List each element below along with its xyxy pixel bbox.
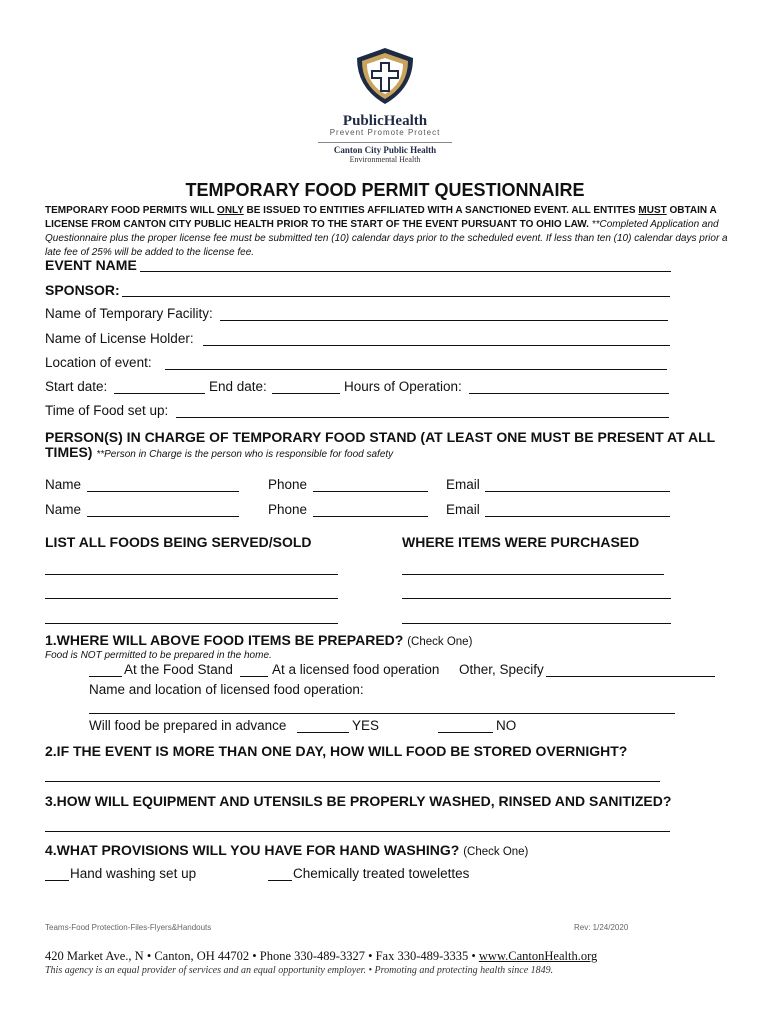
purchased-column-heading: WHERE ITEMS WERE PURCHASED	[402, 534, 640, 550]
advance-label: Will food be prepared in advance	[89, 718, 287, 733]
purchase-line-1[interactable]	[402, 574, 664, 575]
person2-name-field[interactable]	[87, 516, 239, 517]
person1-email-field[interactable]	[485, 491, 670, 492]
food-line-2[interactable]	[45, 598, 338, 599]
name-location-field[interactable]	[89, 713, 675, 714]
person1-name-field[interactable]	[87, 491, 239, 492]
footer-path: Teams-Food Protection-Files-Flyers&Handouts	[45, 923, 212, 932]
event-name-field[interactable]	[140, 271, 671, 272]
towelettes-label: Chemically treated towelettes	[293, 866, 470, 881]
q1-title: 1.WHERE WILL ABOVE FOOD ITEMS BE PREPARED? (Check One)	[45, 632, 473, 648]
licensed-operation-label: At a licensed food operation	[272, 662, 440, 677]
footer-tagline: This agency is an equal provider of services and an equal opportunity employer. • Promoting and protecting health since 1849.	[45, 965, 554, 976]
hand-washing-label: Hand washing set up	[70, 866, 197, 881]
q3-title: 3.HOW WILL EQUIPMENT AND UTENSILS BE PROPERLY WASHED, RINSED AND SANITIZED?	[45, 793, 672, 809]
food-line-1[interactable]	[45, 574, 338, 575]
hand-washing-checkbox[interactable]	[45, 880, 69, 881]
hours-label: Hours of Operation:	[344, 379, 462, 394]
start-date-field[interactable]	[114, 393, 205, 394]
purchase-line-3[interactable]	[402, 623, 671, 624]
page-title: TEMPORARY FOOD PERMIT QUESTIONNAIRE	[185, 180, 585, 200]
setup-time-label: Time of Food set up:	[45, 403, 169, 418]
public-health-shield-logo	[353, 46, 417, 106]
food-stand-label: At the Food Stand	[124, 662, 233, 677]
end-date-field[interactable]	[272, 393, 340, 394]
logo-org: Canton City Public Health	[333, 145, 437, 155]
person1-name-label: Name	[45, 477, 82, 492]
setup-time-field[interactable]	[176, 417, 669, 418]
q3-answer-field[interactable]	[45, 831, 670, 832]
location-label: Location of event:	[45, 355, 152, 370]
q4-title: 4.WHAT PROVISIONS WILL YOU HAVE FOR HAND WASHING? (Check One)	[45, 842, 529, 858]
footer-address: 420 Market Ave., N • Canton, OH 44702 • Phone 330-489-3327 • Fax 330-489-3335 • www.CantonHealth.org	[45, 949, 598, 963]
q1-note: Food is NOT permitted to be prepared in the home.	[45, 650, 272, 661]
person2-email-field[interactable]	[485, 516, 670, 517]
logo-dept: Environmental Health	[349, 155, 421, 164]
advance-no-checkbox[interactable]	[438, 732, 493, 733]
hours-field[interactable]	[469, 393, 669, 394]
licensed-operation-checkbox[interactable]	[240, 676, 268, 677]
person2-email-label: Email	[446, 502, 480, 517]
logo-divider	[318, 142, 452, 143]
person2-phone-field[interactable]	[313, 516, 428, 517]
logo-name: PublicHealth	[342, 113, 428, 129]
foods-column-heading: LIST ALL FOODS BEING SERVED/SOLD	[45, 534, 312, 550]
food-line-3[interactable]	[45, 623, 338, 624]
food-stand-checkbox[interactable]	[89, 676, 122, 677]
other-specify-field[interactable]	[546, 676, 715, 677]
purchase-line-2[interactable]	[402, 598, 671, 599]
advance-yes-checkbox[interactable]	[297, 732, 349, 733]
q2-answer-field[interactable]	[45, 781, 660, 782]
sponsor-field[interactable]	[122, 296, 670, 297]
facility-label: Name of Temporary Facility:	[45, 306, 213, 321]
advance-no-label: NO	[496, 718, 517, 733]
website-link[interactable]: www.CantonHealth.org	[478, 949, 598, 963]
name-location-label: Name and location of licensed food operation:	[89, 682, 364, 697]
person1-email-label: Email	[446, 477, 480, 492]
sponsor-label: SPONSOR:	[45, 282, 120, 298]
event-name-label: EVENT NAME	[45, 257, 137, 273]
footer-revision: Rev: 1/24/2020	[574, 923, 629, 932]
person2-name-label: Name	[45, 502, 82, 517]
advance-yes-label: YES	[352, 718, 380, 733]
start-date-label: Start date:	[45, 379, 108, 394]
end-date-label: End date:	[209, 379, 267, 394]
persons-heading-cont: TIMES) **Person in Charge is the person who is responsible for food safety	[45, 444, 394, 460]
intro-paragraph: TEMPORARY FOOD PERMITS WILL ONLY BE ISSUED TO ENTITIES AFFILIATED WITH A SANCTIONED EVENT. ALL ENTITES MUST OBTAIN A LICENSE FROM CANTON CITY PUBLIC HEALTH PRIOR TO THE START OF THE EVENT PURSUANT TO OHIO LAW. **Completed Application and Questionnaire plus the proper license fee must be submitted ten (10) calendar days prior to the scheduled event. If less than ten (10) calendar days prior a late fee of 25% will be added to the license fee.	[45, 205, 728, 258]
location-field[interactable]	[165, 369, 667, 370]
logo-tagline: Prevent Promote Protect	[329, 128, 441, 137]
license-holder-field[interactable]	[203, 345, 670, 346]
persons-note: **Person in Charge is the person who is responsible for food safety	[96, 449, 394, 460]
person1-phone-field[interactable]	[313, 491, 428, 492]
persons-heading: PERSON(S) IN CHARGE OF TEMPORARY FOOD STAND (AT LEAST ONE MUST BE PRESENT AT ALL	[45, 429, 716, 445]
q2-title: 2.IF THE EVENT IS MORE THAN ONE DAY, HOW WILL FOOD BE STORED OVERNIGHT?	[45, 743, 628, 759]
other-label: Other, Specify	[459, 662, 544, 677]
license-holder-label: Name of License Holder:	[45, 331, 194, 346]
person2-phone-label: Phone	[268, 502, 308, 517]
towelettes-checkbox[interactable]	[268, 880, 292, 881]
person1-phone-label: Phone	[268, 477, 308, 492]
facility-field[interactable]	[220, 320, 668, 321]
